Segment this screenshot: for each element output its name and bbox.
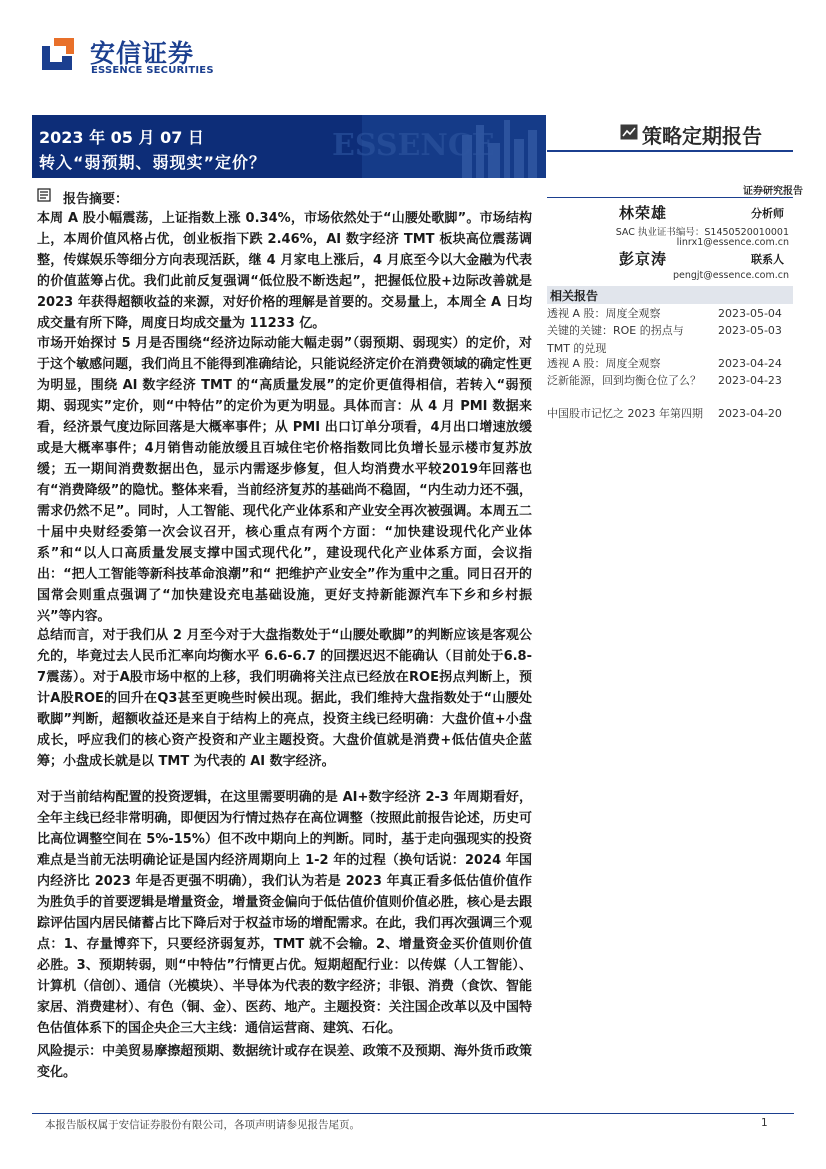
related-report-title[interactable]: 关键的关键：ROE 的拐点与 TMT 的兑现 xyxy=(547,324,684,355)
related-report-date: 2023-04-24 xyxy=(718,357,782,370)
report-type xyxy=(620,120,792,150)
contact-email[interactable]: pengjt@essence.com.cn xyxy=(672,270,789,281)
contact-role: 联系人 xyxy=(751,253,784,266)
related-report-date: 2023-04-23 xyxy=(718,374,782,387)
report-title: 转入“弱预期、弱现实”定价？ xyxy=(39,153,267,172)
chart-icon xyxy=(620,124,638,140)
related-report-date: 2023-05-03 xyxy=(718,324,782,337)
related-report-title[interactable]: 透视 A 股：周度全观察 xyxy=(547,307,661,320)
brand-name-cn: 安信证券 xyxy=(90,39,195,68)
title-banner xyxy=(32,115,546,178)
analyst-email[interactable]: linrx1@essence.com.cn xyxy=(676,237,789,248)
summary-heading: 报告摘要： xyxy=(63,192,129,207)
header-divider xyxy=(547,150,793,152)
banner-watermark: ESSENCE xyxy=(332,128,495,163)
related-report-title[interactable]: 透视 A 股：周度全观察 xyxy=(547,357,661,370)
risk-warning: 风险提示：中美贸易摩擦超预期、数据统计或存在误差、政策不及预期、海外货币政策变化。 xyxy=(37,1044,532,1080)
analyst-name: 林荣雄 xyxy=(619,204,668,222)
related-report-title[interactable]: 泛新能源，回到均衡仓位了么？ xyxy=(547,374,701,387)
summary-paragraph-1: 本周 A 股小幅震荡，上证指数上涨 0.34%，市场依然处于“山腰处歌脚”。市场结构上，本周价值风格占优，创业板指下跌 2.46%，AI 数字经济 TMT 板块高位震荡调整，传媒娱乐等细分方向表现活跃，继 4 月家电上涨后，4 月底至今以大金融为代表的价值蓝筹占优。我们此前反复强调“低位股不断迭起”，把握低位股+边际改善就是 2023 年获得超额收益的来源，对好价格的理解是首要的。交易量上，本周全 A 日均成交量有所下降，周度日均成交量为 11233 亿。 xyxy=(37,211,532,331)
related-reports-header xyxy=(547,286,793,304)
related-report-title[interactable]: 中国股市记忆之 2023 年第四期 xyxy=(547,407,703,420)
brand-name-en: ESSENCE SECURITIES xyxy=(91,65,214,76)
report-date: 2023 年 05 月 07 日 xyxy=(39,128,204,147)
summary-paragraph-3: 总结而言，对于我们从 2 月至今对于大盘指数处于“山腰处歌脚”的判断应该是客观公允的，毕竟过去人民币汇率向均衡水平 6.6-6.7 的回摆迟迟不能确认（目前处于6.8-7震荡）。对于A股市场中枢的上移，我们明确将关注点已经放在ROE拐点判断上，预计A股ROE的回升在Q3甚至更晚些时候出现。据此，我们维持大盘指数处于“山腰处歌脚”判断，超额收益还是来自于结构上的亮点，投资主线已经明确：大盘价值+小盘成长，呼应我们的核心资产投资和产业主题投资。大盘价值就是消费+低估值央企蓝筹；小盘成长就是以 TMT 为代表的 AI 数字经济。 xyxy=(37,628,532,769)
sidebar-divider xyxy=(547,197,793,198)
related-report-date: 2023-05-04 xyxy=(718,307,782,320)
page-number: 1 xyxy=(761,1117,768,1129)
summary-paragraph-2: 市场开始探讨 5 月是否围绕“经济边际动能大幅走弱”（弱预期、弱现实）的定价，对于这个敏感问题，我们尚且不能得到准确结论，只能说经济定价在消费领域的确定性更为明显，围绕 AI 数字经济 TMT 的“高质量发展”的定价更值得相信，若转入“弱预期、弱现实”定价，则“中特估”的定价为更为明显。具体而言：从 4 月 PMI 数据来看，经济景气度边际回落是大概率事件；从 PMI 出口订单分项看，4月出口增速放缓或是大概率事件；4月销售动能放缓且百城住宅价格指数同比负增长显示楼市复苏放缓；五一期间消费数据出色，显示内需逐步修复，但人均消费水平较2019年回落也有“消费降级”的隐忧。整体来看，当前经济复苏的基础尚不稳固，“内生动力还不强，需求仍然不足”。同时，人工智能、现代化产业体系和产业安全再次被强调。本周五二十届中央财经委第一次会议召开，核心重点有两个方面：“加快建设现代化产业体系”和“以人口高质量发展支撑中国式现代化”，建设现代化产业体系方面，会议指出：“把人工智能等新科技革命浪潮”和“ 把维护产业安全”作为重中之重。同日召开的国常会则重点强调了“加快建设充电基础设施，更好支持新能源汽车下乡和乡村振兴”等内容。 xyxy=(37,336,532,624)
contact-name: 彭京涛 xyxy=(619,250,668,268)
report-subtype: 证券研究报告 xyxy=(743,186,803,197)
footer-disclaimer: 本报告版权属于安信证券股份有限公司，各项声明请参见报告尾页。 xyxy=(45,1119,360,1131)
related-reports-heading: 相关报告 xyxy=(550,289,599,303)
summary-paragraph-4: 对于当前结构配置的投资逻辑，在这里需要明确的是 AI+数字经济 2-3 年周期看好，全年主线已经非常明确，即便因为行情过热存在高位调整（按照此前报告论述，历史可比高位调整空间在 5%-15%）但不改中期向上的判断。同时，基于走向强现实的投资难点是当前无法明确论证是国内经济周期向上 1-2 年的过程（换句话说：2024 年国内经济比 2023 年是否更强不明确），我们认为若是 2023 年真正看多低估值价值作为胜负手的首要逻辑是增量资金，增量资金偏向于低估值价值则价值必胜，核心是去跟踪评估国内居民储蓄占比下降后对于权益市场的增配需求。在此，我们再次强调三个观点：1、存量博弈下，只要经济弱复苏，TMT 就不会输。2、增量资金买价值则价值必胜。3、预期转弱，则“中特估”行情更占优。短期超配行业：以传媒（人工智能）、计算机（信创）、通信（光模块）、半导体为代表的数字经济；非银、消费（食饮、智能家居、消费建材）、有色（铜、金）、医药、地产。主题投资：关注国企改革以及中国特色估值体系下的国企央企三大主线：通信运营商、建筑、石化。 xyxy=(37,790,532,1036)
brand-logo-icon xyxy=(38,34,78,74)
report-type-label: 策略定期报告 xyxy=(642,124,762,148)
footer-divider xyxy=(32,1113,794,1114)
brand-logo xyxy=(38,34,238,82)
related-report-date: 2023-04-20 xyxy=(718,407,782,420)
document-icon xyxy=(37,188,51,202)
analyst-role: 分析师 xyxy=(751,207,784,220)
analyst-cert: SAC 执业证书编号：S1450520010001 xyxy=(615,227,789,238)
